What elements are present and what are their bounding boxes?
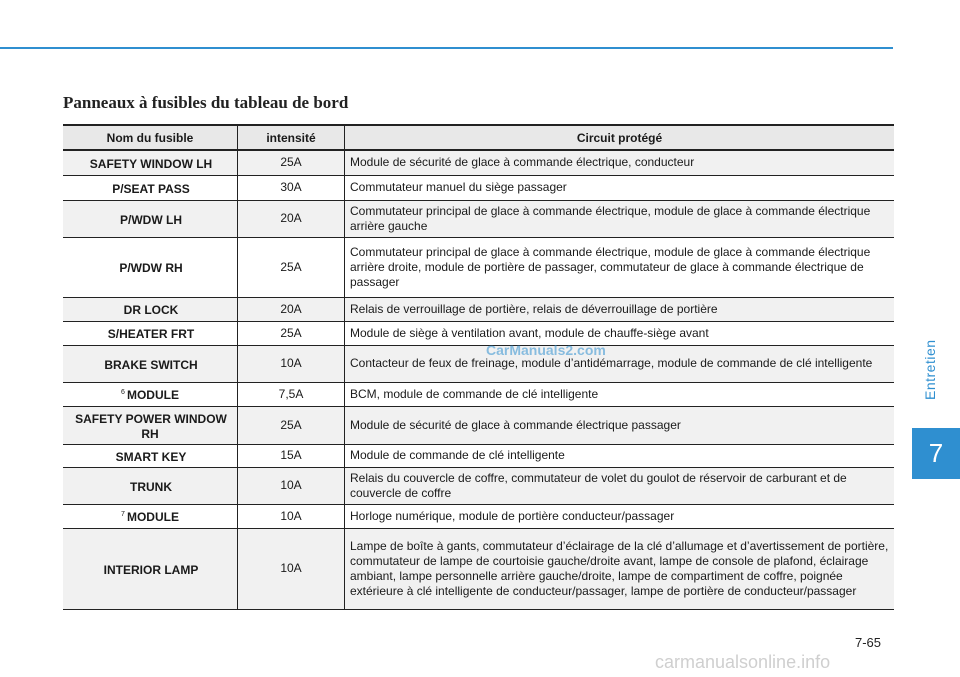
fuse-amperage: 30A (238, 175, 345, 200)
fuse-circuit: BCM, module de commande de clé intelligente (345, 382, 895, 406)
fuse-circuit: Contacteur de feux de freinage, module d’antidémarrage, module de commande de clé intelligente (345, 345, 895, 382)
fuse-amperage: 10A (238, 528, 345, 609)
fuse-name: DR LOCK (63, 297, 238, 321)
chapter-side-label: Entretien (922, 339, 938, 400)
fuse-amperage: 25A (238, 406, 345, 444)
fuse-name: INTERIOR LAMP (63, 528, 238, 609)
fuse-name: $^6$ MODULE (63, 382, 238, 406)
fuse-amperage: 25A (238, 321, 345, 345)
table-row (63, 345, 894, 382)
fuse-amperage: 25A (238, 237, 345, 297)
fuse-circuit: Commutateur principal de glace à commande électrique, module de glace à commande électrique arrière droite, module de portière de passager, commutateur de glace à commande électrique de passager (345, 237, 895, 297)
table-row (63, 444, 894, 467)
fuse-circuit: Module de siège à ventilation avant, module de chauffe-siège avant (345, 321, 895, 345)
header-amperage: intensité (238, 125, 345, 150)
table-row (63, 200, 894, 237)
table-row (63, 175, 894, 200)
fuse-circuit: Module de sécurité de glace à commande électrique, conducteur (345, 150, 895, 175)
top-rule (0, 47, 893, 49)
fuse-table (63, 124, 894, 610)
fuse-amperage: 10A (238, 345, 345, 382)
fuse-name: BRAKE SWITCH (63, 345, 238, 382)
table-row (63, 382, 894, 406)
fuse-name: P/SEAT PASS (63, 175, 238, 200)
fuse-amperage: 10A (238, 504, 345, 528)
fuse-name: $^7$ MODULE (63, 504, 238, 528)
fuse-circuit: Module de sécurité de glace à commande électrique passager (345, 406, 895, 444)
fuse-amperage: 20A (238, 200, 345, 237)
fuse-amperage: 7,5A (238, 382, 345, 406)
fuse-amperage: 15A (238, 444, 345, 467)
fuse-name: S/HEATER FRT (63, 321, 238, 345)
fuse-circuit: Relais du couvercle de coffre, commutateur de volet du goulot de réservoir de carburant et de couvercle de coffre (345, 467, 895, 504)
fuse-name: SAFETY WINDOW LH (63, 150, 238, 175)
fuse-name: P/WDW LH (63, 200, 238, 237)
fuse-circuit: Commutateur manuel du siège passager (345, 175, 895, 200)
footer-watermark: carmanualsonline.info (655, 652, 831, 672)
header-protected-circuit: Circuit protégé (345, 125, 895, 150)
fuse-name: TRUNK (63, 467, 238, 504)
fuse-amperage: 25A (238, 150, 345, 175)
fuse-amperage: 10A (238, 467, 345, 504)
watermark-overlay: CarManuals2.com (486, 342, 606, 358)
header-fuse-name: Nom du fusible (63, 125, 238, 150)
fuse-amperage: 20A (238, 297, 345, 321)
fuse-circuit: Horloge numérique, module de portière conducteur/passager (345, 504, 895, 528)
section-title: Panneaux à fusibles du tableau de bord (63, 93, 349, 112)
fuse-circuit: Lampe de boîte à gants, commutateur d’éclairage de la clé d’allumage et d’avertissement de portière, commutateur de lampe de courtoisie gauche/droite avant, lampe de console de plafond, éclairage ambiant, lampe personnelle arrière gauche/droite, lampe de compartiment de coffre, poignée extérieure à clé intelligente de conducteur/passager, lampe de portière de conducteur/passager (345, 528, 895, 609)
fuse-circuit: Commutateur principal de glace à commande électrique, module de glace à commande électrique arrière gauche (345, 200, 895, 237)
fuse-circuit: Relais de verrouillage de portière, relais de déverrouillage de portière (345, 297, 895, 321)
table-row (63, 150, 894, 175)
fuse-circuit: Module de commande de clé intelligente (345, 444, 895, 467)
chapter-tab: 7 (912, 428, 960, 479)
table-row (63, 528, 894, 609)
table-row (63, 321, 894, 345)
table-row (63, 406, 894, 444)
fuse-name: SMART KEY (63, 444, 238, 467)
fuse-name: P/WDW RH (63, 237, 238, 297)
table-row (63, 504, 894, 528)
page-number: 7-65 (855, 635, 882, 650)
table-row (63, 237, 894, 297)
table-row (63, 467, 894, 504)
table-header-row (63, 125, 894, 150)
table-row (63, 297, 894, 321)
fuse-name: SAFETY POWER WINDOW RH (63, 406, 238, 444)
